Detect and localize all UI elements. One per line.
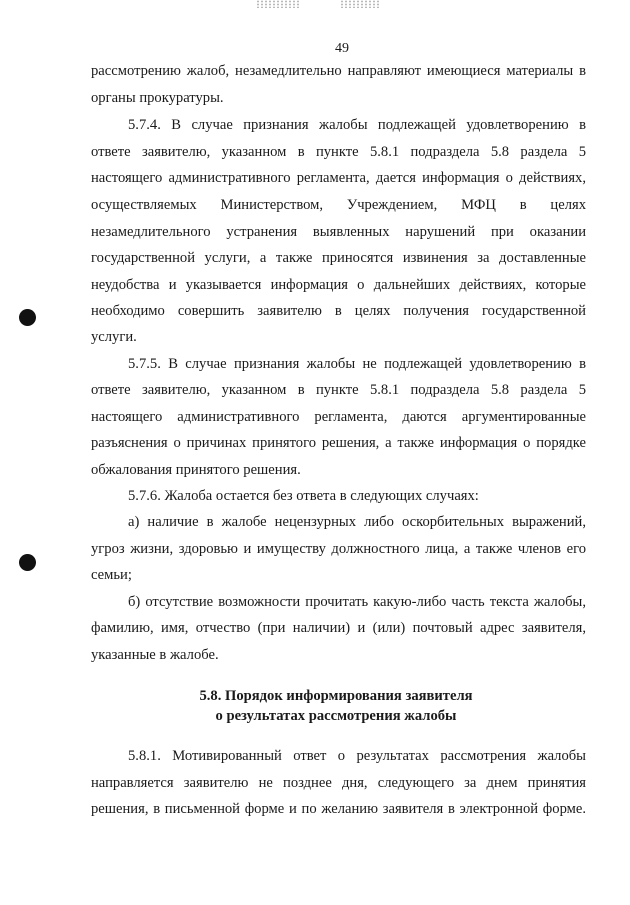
text-line: угроз жизни, здоровью и имуществу должностного лица, а также членов его: [91, 541, 586, 557]
page-number: 49: [335, 41, 349, 56]
text-line: обжалования принятого решения.: [91, 462, 301, 478]
text-line: 5.8.1. Мотивированный ответ о результатах рассмотрения жалобы: [128, 748, 586, 764]
text-line: настоящего административного регламента, даются аргументированные: [91, 409, 586, 425]
text-line: 5.7.4. В случае признания жалобы подлежащей удовлетворению в: [128, 117, 586, 133]
text-line: государственной услуги, а также приносятся извинения за доставленные: [91, 250, 586, 266]
text-line: необходимо совершить заявителю в целях получения государственной: [91, 303, 586, 319]
text-line: рассмотрению жалоб, незамедлительно направляют имеющиеся материалы в: [91, 63, 586, 79]
text-line: решения, в письменной форме и по желанию заявителя в электронной форме.: [91, 801, 586, 817]
text-line: 5.7.5. В случае признания жалобы не подлежащей удовлетворению в: [128, 356, 586, 372]
text-line: указанные в жалобе.: [91, 647, 219, 663]
punch-hole: [19, 554, 36, 571]
text-line: 5.7.6. Жалоба остается без ответа в следующих случаях:: [128, 488, 479, 504]
text-line: а) наличие в жалобе нецензурных либо оскорбительных выражений,: [128, 514, 586, 530]
scan-speck: [340, 0, 380, 8]
scan-speck: [256, 0, 300, 8]
text-line: услуги.: [91, 329, 137, 345]
text-line: семьи;: [91, 567, 132, 583]
text-line: неудобства и указывается информация о дальнейших действиях, которые: [91, 277, 586, 293]
text-line: осуществляемых Министерством, Учреждением, МФЦ в целях: [91, 197, 586, 213]
punch-hole: [19, 309, 36, 326]
text-line: органы прокуратуры.: [91, 90, 224, 106]
section-heading: о результатах рассмотрения жалобы: [215, 708, 457, 724]
text-line: направляется заявителю не позднее дня, следующего за днем принятия: [91, 775, 586, 791]
text-line: незамедлительного устранения выявленных нарушений при оказании: [91, 224, 586, 240]
text-line: настоящего административного регламента, дается информация о действиях,: [91, 170, 586, 186]
text-line: ответе заявителю, указанном в пункте 5.8.1 подраздела 5.8 раздела 5: [91, 382, 586, 398]
text-line: б) отсутствие возможности прочитать какую-либо часть текста жалобы,: [128, 594, 586, 610]
text-line: фамилию, имя, отчество (при наличии) и (или) почтовый адрес заявителя,: [91, 620, 586, 636]
text-line: разъяснения о причинах принятого решения, а также информация о порядке: [91, 435, 586, 451]
text-line: ответе заявителю, указанном в пункте 5.8.1 подраздела 5.8 раздела 5: [91, 144, 586, 160]
section-heading: 5.8. Порядок информирования заявителя: [199, 688, 473, 704]
